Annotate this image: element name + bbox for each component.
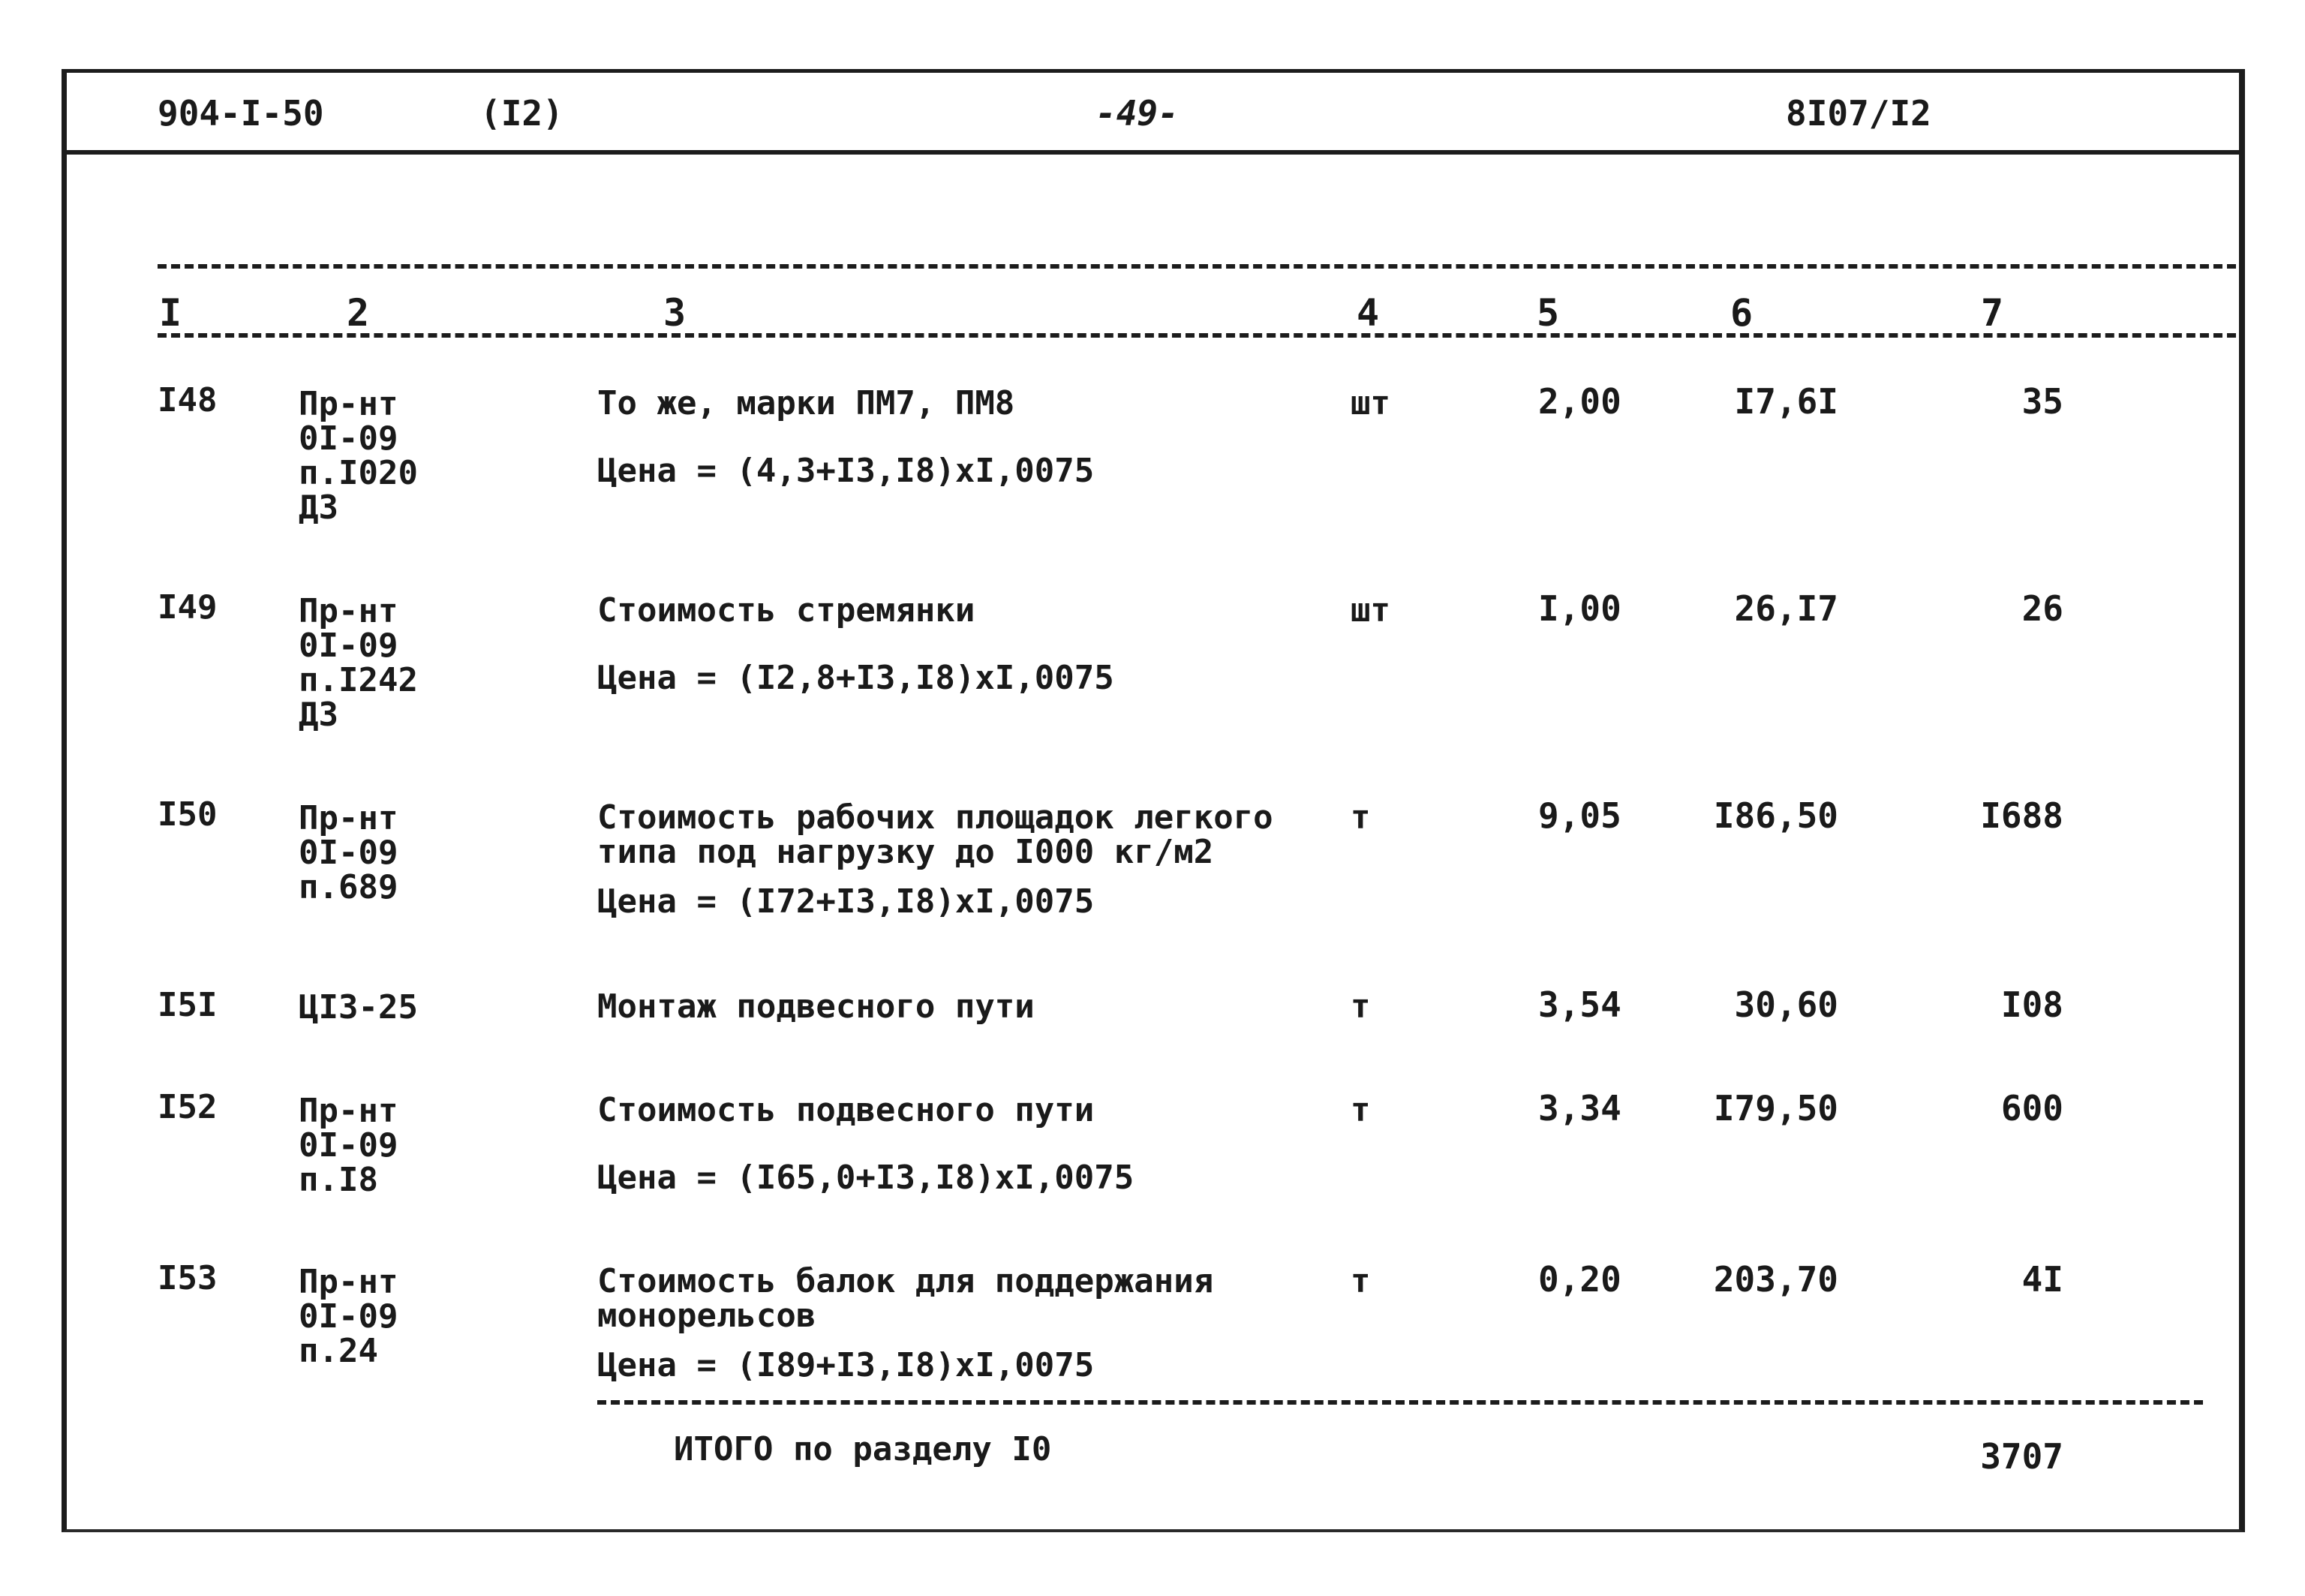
row-number: I53	[158, 1259, 218, 1297]
row-description: То же, марки ПМ7, ПМ8	[597, 384, 1015, 422]
row-quantity: 3,54	[1538, 984, 1621, 1025]
row-formula: Цена = (4,3+I3,I8)xI,0075	[597, 452, 1095, 490]
row-quantity: I,00	[1538, 588, 1621, 629]
row-unit: т	[1351, 1262, 1371, 1300]
row-code: Пр-нт	[299, 385, 398, 423]
row-total: 35	[2021, 381, 2063, 422]
row-price: I7,6I	[1734, 381, 1838, 422]
row-unit: шт	[1351, 591, 1390, 630]
row-price: I86,50	[1713, 795, 1838, 836]
row-formula: Цена = (I2,8+I3,I8)xI,0075	[597, 659, 1114, 697]
row-number: I48	[158, 381, 218, 419]
row-code: ЦI3-25	[299, 988, 418, 1026]
row-code: Пр-нт	[299, 799, 398, 837]
row-description: типа под нагрузку до I000 кг/м2	[597, 833, 1214, 871]
row-total: I08	[2000, 984, 2063, 1025]
row-code: Пр-нт	[299, 1263, 398, 1301]
row-total: I688	[1980, 795, 2063, 836]
row-unit: шт	[1351, 384, 1390, 422]
summary-total: 3707	[1980, 1436, 2063, 1477]
row-total: 26	[2021, 588, 2063, 629]
column-header-rule	[158, 333, 2236, 338]
header-divider	[62, 150, 2245, 155]
summary-label: ИТОГО по разделу I0	[674, 1430, 1052, 1468]
doc-part: (I2)	[480, 93, 563, 134]
row-code: 0I-09	[299, 834, 398, 872]
row-number: I52	[158, 1088, 218, 1126]
row-code: Пр-нт	[299, 592, 398, 630]
row-code: 0I-09	[299, 1297, 398, 1336]
row-number: I5I	[158, 986, 218, 1024]
row-number: I49	[158, 588, 218, 627]
column-header: 6	[1730, 291, 1754, 335]
sheet-code: 8I07/I2	[1786, 93, 1931, 134]
row-quantity: 2,00	[1538, 381, 1621, 422]
summary-rule	[597, 1400, 2203, 1405]
row-code: 0I-09	[299, 419, 398, 458]
column-header: I	[159, 291, 182, 335]
row-description: монорельсов	[597, 1297, 816, 1335]
row-price: 30,60	[1734, 984, 1838, 1025]
row-quantity: 9,05	[1538, 795, 1621, 836]
row-code: п.24	[299, 1332, 378, 1370]
row-code: Д3	[299, 696, 338, 734]
row-code: 0I-09	[299, 1126, 398, 1165]
row-description: Монтаж подвесного пути	[597, 987, 1035, 1026]
row-description: Стоимость рабочих площадок легкого	[597, 798, 1273, 837]
row-unit: т	[1351, 987, 1371, 1026]
page-number: -49-	[1095, 93, 1179, 134]
column-header: 2	[347, 291, 370, 335]
column-header: 4	[1357, 291, 1380, 335]
row-unit: т	[1351, 798, 1371, 837]
row-code: п.689	[299, 868, 398, 906]
row-code: Пр-нт	[299, 1092, 398, 1130]
row-price: 26,I7	[1734, 588, 1838, 629]
row-unit: т	[1351, 1091, 1371, 1129]
column-header: 5	[1537, 291, 1560, 335]
row-code: п.I8	[299, 1161, 378, 1199]
row-number: I50	[158, 795, 218, 834]
row-description: Стоимость балок для поддержания	[597, 1262, 1214, 1300]
column-header: 3	[663, 291, 687, 335]
row-code: Д3	[299, 488, 338, 527]
row-total: 4I	[2021, 1259, 2063, 1300]
column-header: 7	[1981, 291, 2004, 335]
row-price: 203,70	[1713, 1259, 1838, 1300]
row-formula: Цена = (I72+I3,I8)xI,0075	[597, 882, 1095, 921]
row-price: I79,50	[1713, 1088, 1838, 1129]
row-description: Стоимость подвесного пути	[597, 1091, 1095, 1129]
row-description: Стоимость стремянки	[597, 591, 975, 630]
row-formula: Цена = (I89+I3,I8)xI,0075	[597, 1346, 1095, 1384]
row-code: п.I242	[299, 661, 418, 699]
row-code: п.I020	[299, 454, 418, 492]
table-top-rule	[158, 264, 2236, 269]
row-quantity: 3,34	[1538, 1088, 1621, 1129]
doc-number: 904-I-50	[158, 93, 324, 134]
row-quantity: 0,20	[1538, 1259, 1621, 1300]
row-code: 0I-09	[299, 627, 398, 665]
row-formula: Цена = (I65,0+I3,I8)xI,0075	[597, 1159, 1134, 1197]
row-total: 600	[2000, 1088, 2063, 1129]
